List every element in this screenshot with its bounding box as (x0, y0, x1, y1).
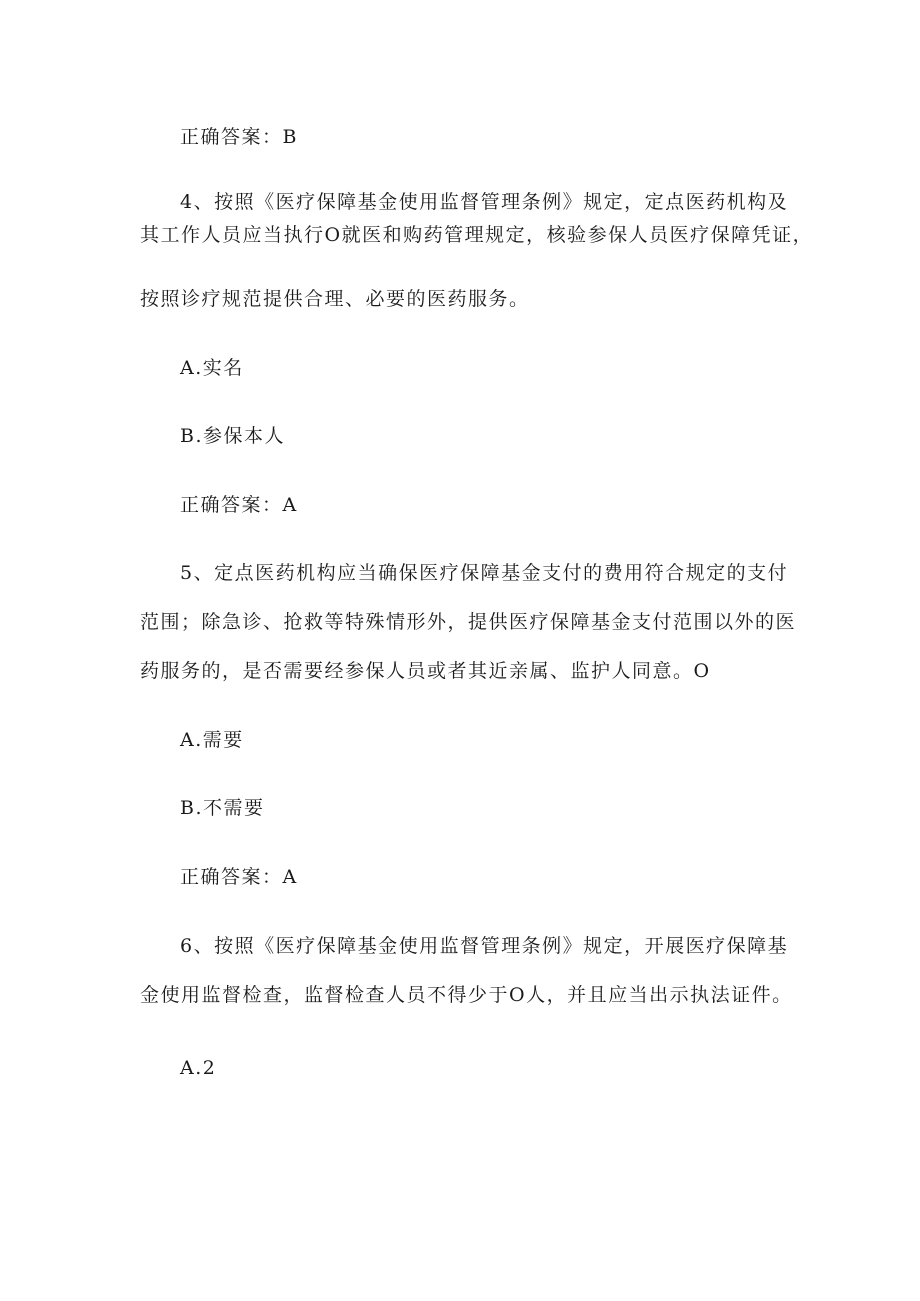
answer-q4: 正确答案：A (180, 494, 298, 516)
answer-q3: 正确答案：B (180, 126, 298, 148)
question-6-option-a: A.2 (180, 1057, 217, 1079)
question-4-line-2: 其工作人员应当执行O就医和购药管理规定，核验参保人员医疗保障凭证， (140, 224, 814, 246)
question-6-line-1: 6、按照《医疗保障基金使用监督管理条例》规定，开展医疗保障基 (180, 935, 789, 957)
question-5-line-3: 药服务的，是否需要经参保人员或者其近亲属、监护人同意。O (140, 660, 711, 682)
answer-q5: 正确答案：A (180, 866, 298, 888)
question-5-line-2: 范围；除急诊、抢救等特殊情形外，提供医疗保障基金支付范围以外的医 (140, 611, 797, 633)
question-5-line-1: 5、定点医药机构应当确保医疗保障基金支付的费用符合规定的支付 (180, 562, 789, 584)
question-6-line-2: 金使用监督检查，监督检查人员不得少于O人，并且应当出示执法证件。 (140, 984, 793, 1006)
question-4-option-b: B.参保本人 (180, 425, 286, 447)
question-4-option-a: A.实名 (180, 357, 244, 379)
question-4-line-1: 4、按照《医疗保障基金使用监督管理条例》规定，定点医药机构及 (180, 191, 789, 213)
question-4-line-3: 按照诊疗规范提供合理、必要的医药服务。 (140, 288, 530, 310)
question-5-option-b: B.不需要 (180, 797, 265, 819)
question-5-option-a: A.需要 (180, 729, 244, 751)
